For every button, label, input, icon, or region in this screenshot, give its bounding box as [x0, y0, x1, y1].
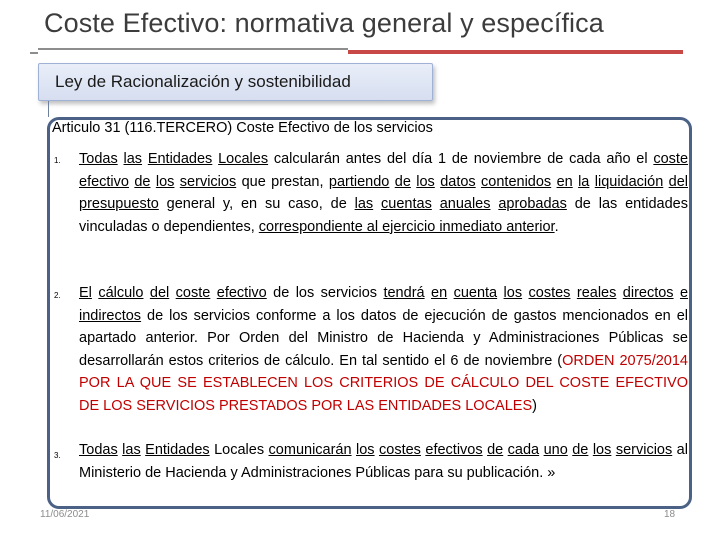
title-rule-accent [348, 50, 683, 54]
text-segment: del [668, 173, 689, 190]
text-segment: uno [543, 442, 568, 458]
text-segment: Locales [209, 442, 269, 458]
item-number-3: 3. [54, 451, 61, 460]
text-segment: de los servicios conforme a los datos de ejecución de gastos mencionados en el apartado anterior. Por Orden del Ministro de Hacienda y Administraciones Públicas se desarrollarán estos criterios de cálculo. En tal sentido el 6 de noviembre ( [79, 307, 688, 369]
text-segment: datos [440, 173, 476, 190]
text-segment: indirectos [79, 307, 142, 324]
text-segment: . [554, 218, 559, 235]
text-segment: efectivo [216, 285, 267, 301]
text-segment: , [319, 173, 324, 190]
text-segment: costes [528, 285, 571, 301]
text-segment: cada [507, 442, 540, 458]
text-segment: ORDEN 2075/2014 POR LA QUE SE ESTABLECEN LOS CRITERIOS DE CÁLCULO DEL COSTE EFECTIVO DE LOS SERVICIOS PRESTADOS POR LAS ENTIDADES LOCALES [79, 352, 688, 414]
text-segment: coste [175, 285, 211, 301]
item-text-3 [79, 439, 688, 484]
text-segment: Entidades [147, 151, 213, 167]
title-rule [38, 48, 348, 50]
text-segment: los [356, 442, 375, 458]
text-segment: las [122, 442, 141, 458]
text-segment: correspondiente al ejercicio inmediato anterior [258, 218, 555, 235]
text-segment [432, 196, 440, 212]
text-segment [373, 196, 381, 212]
text-segment: cuenta [453, 285, 498, 301]
page-number: 18 [664, 509, 676, 520]
text-segment: la [578, 173, 590, 190]
text-segment: de los servicios [266, 285, 384, 301]
slide-title: Coste Efectivo: normativa general y específica [44, 8, 604, 38]
text-segment: de [134, 173, 151, 190]
text-segment: contenidos [481, 173, 552, 190]
text-segment: ) [532, 397, 537, 414]
text-segment: e [679, 285, 689, 301]
text-segment: general y, en su caso, de [158, 196, 355, 212]
item-number-1: 1. [54, 156, 61, 165]
article-heading: Articulo 31 (116.TERCERO) Coste Efectivo de los servicios [52, 120, 433, 136]
text-segment: cálculo [98, 285, 144, 301]
text-segment: efectivos [425, 442, 483, 458]
text-segment: partiendo [328, 173, 390, 190]
text-segment: directos [622, 285, 674, 301]
title-rule-left [30, 52, 38, 54]
text-segment: servicios [615, 442, 673, 458]
text-segment: los [592, 442, 612, 458]
footer-date: 11/06/2021 [40, 509, 90, 520]
text-segment: de las entidades vinculadas o dependientes, [79, 196, 688, 235]
item-number-2: 2. [54, 291, 61, 300]
text-segment: reales [576, 285, 617, 301]
text-segment: presupuesto [79, 196, 159, 212]
connector-line [48, 101, 49, 117]
text-segment: que prestan [236, 173, 320, 190]
text-segment: de [487, 442, 504, 458]
text-segment: servicios [179, 173, 237, 190]
text-segment: en [556, 173, 573, 190]
text-segment: tendrá [383, 285, 425, 301]
item-text-2 [79, 282, 688, 417]
text-segment: anuales [439, 196, 491, 212]
text-segment: de [572, 442, 589, 458]
text-segment: los [155, 173, 175, 190]
subtitle-box [38, 63, 433, 101]
text-segment: liquidación [594, 173, 664, 190]
text-segment: aprobadas [498, 196, 567, 212]
item-text-1 [79, 148, 688, 238]
text-segment: coste [653, 151, 689, 167]
text-segment: las [123, 151, 143, 167]
text-segment: los [416, 173, 435, 190]
text-segment: Todas [79, 442, 118, 458]
text-segment: los [503, 285, 523, 301]
subtitle-text: Ley de Racionalización y sostenibilidad [55, 72, 351, 91]
text-segment: comunicarán [268, 442, 352, 458]
text-segment: Locales [218, 151, 269, 167]
text-segment: al Ministerio de Hacienda y Administraciones Públicas para su publicación. » [79, 442, 688, 481]
text-segment: las [354, 196, 374, 212]
text-segment: cuentas [381, 196, 432, 212]
text-segment: de [394, 173, 411, 190]
text-segment: del [149, 285, 170, 301]
text-segment: El [79, 285, 92, 301]
text-segment: Todas [79, 151, 118, 167]
text-segment: efectivo [79, 173, 129, 190]
text-segment: costes [379, 442, 421, 458]
text-segment: calcularán antes del día 1 de noviembre de cada año el [268, 151, 654, 167]
text-segment: Entidades [145, 442, 210, 458]
text-segment: en [431, 285, 448, 301]
